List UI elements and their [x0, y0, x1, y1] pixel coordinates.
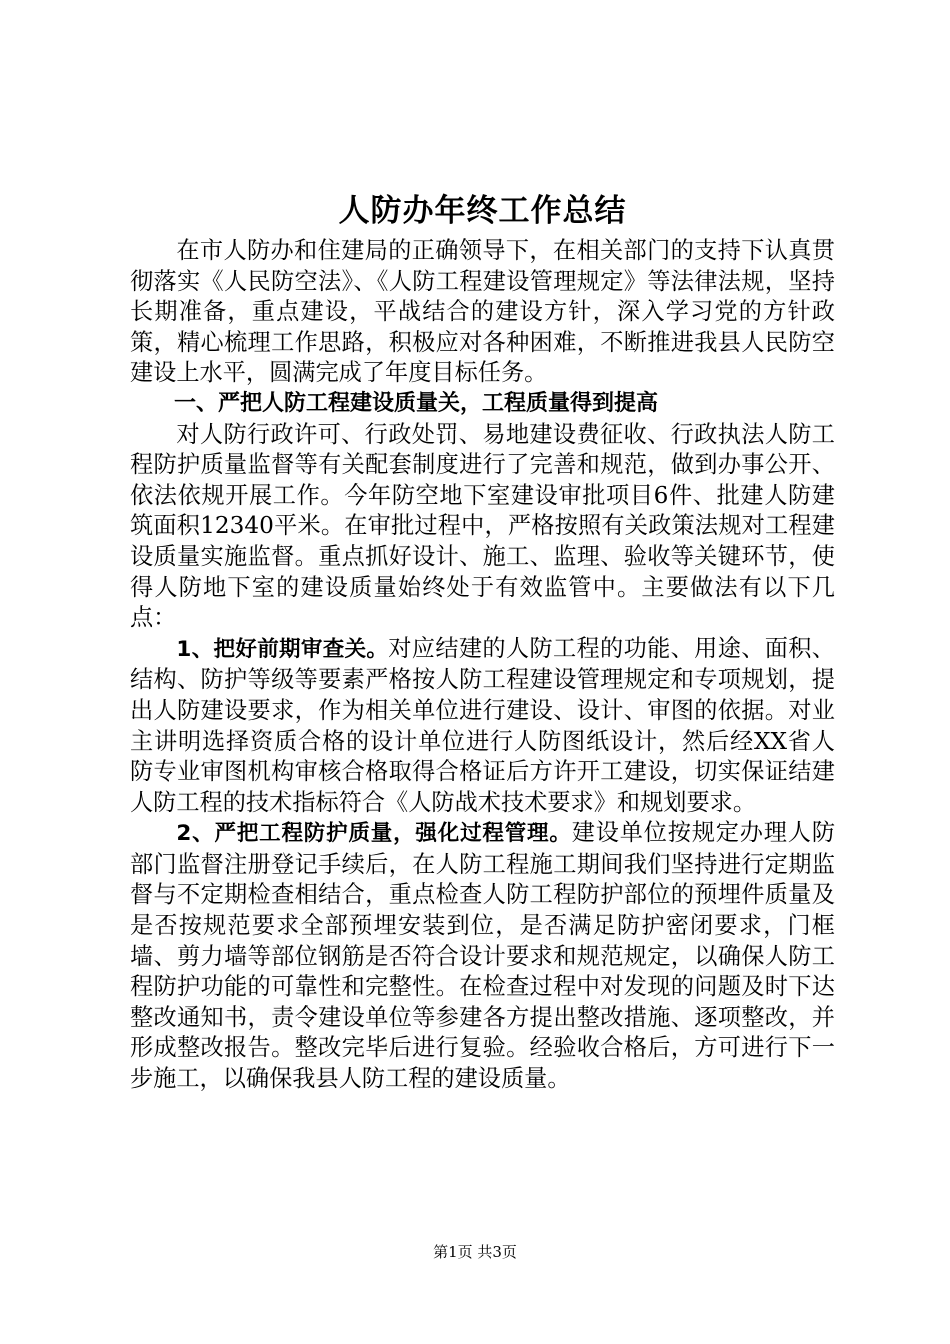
item-1-body: 对应结建的人防工程的功能、用途、面积、结构、防护等级等要素严格按人防工程建设管理规定和专项规划，提出人防建设要求，作为相关单位进行建设、设计、审图的依据。对业主讲明选择资质合格的设计单位进行人防图纸设计，然后经XX省人防专业审图机构审核合格取得合格证后方许开工建设，切实保证结建人防工程的技术指标符合《人防战术技术要求》和规划要求。 — [130, 634, 835, 816]
document-page — [130, 188, 835, 1095]
item-2-lead: 2、严把工程防护质量，强化过程管理。 — [176, 821, 572, 847]
item-2-paragraph — [130, 818, 835, 1094]
page-footer: 第1页 共3页 — [433, 1243, 517, 1261]
item-2-body: 建设单位按规定办理人防部门监督注册登记手续后，在人防工程施工期间我们坚持进行定期监督与不定期检查相结合，重点检查人防工程防护部位的预埋件质量及是否按规范要求全部预埋安装到位，是否满足防护密闭要求，门框墙、剪力墙等部位钢筋是否符合设计要求和规范规定，以确保人防工程防护功能的可靠性和完整性。在检查过程中对发现的问题及时下达整改通知书，责令建设单位等参建各方提出整改措施、逐项整改，并形成整改报告。整改完毕后进行复验。经验收合格后，方可进行下一步施工，以确保我县人防工程的建设质量。 — [130, 819, 836, 1093]
intro-paragraph: 在市人防办和住建局的正确领导下，在相关部门的支持下认真贯彻落实《人民防空法》、《人防工程建设管理规定》等法律法规，坚持长期准备，重点建设，平战结合的建设方针，深入学习党的方针政策，精心梳理工作思路，积极应对各种困难，不断推进我县人民防空建设上水平，圆满完成了年度目标任务。 — [130, 237, 835, 387]
document-title: 人防办年终工作总结 — [338, 193, 627, 229]
item-1-lead: 1、把好前期审查关。 — [176, 636, 389, 662]
item-1-paragraph — [130, 634, 835, 819]
section-1-paragraph: 对人防行政许可、行政处罚、易地建设费征收、行政执法人防工程防护质量监督等有关配套制度进行了完善和规范，做到办事公开、依法依规开展工作。今年防空地下室建设审批项目6件、批建人防建筑面积12340平米。在审批过程中，严格按照有关政策法规对工程建设质量实施监督。重点抓好设计、施工、监理、验收等关键环节，使得人防地下室的建设质量始终处于有效监管中。主要做法有以下几点： — [130, 420, 835, 632]
section-1-heading: 一、严把人防工程建设质量关，工程质量得到提高 — [174, 390, 659, 416]
